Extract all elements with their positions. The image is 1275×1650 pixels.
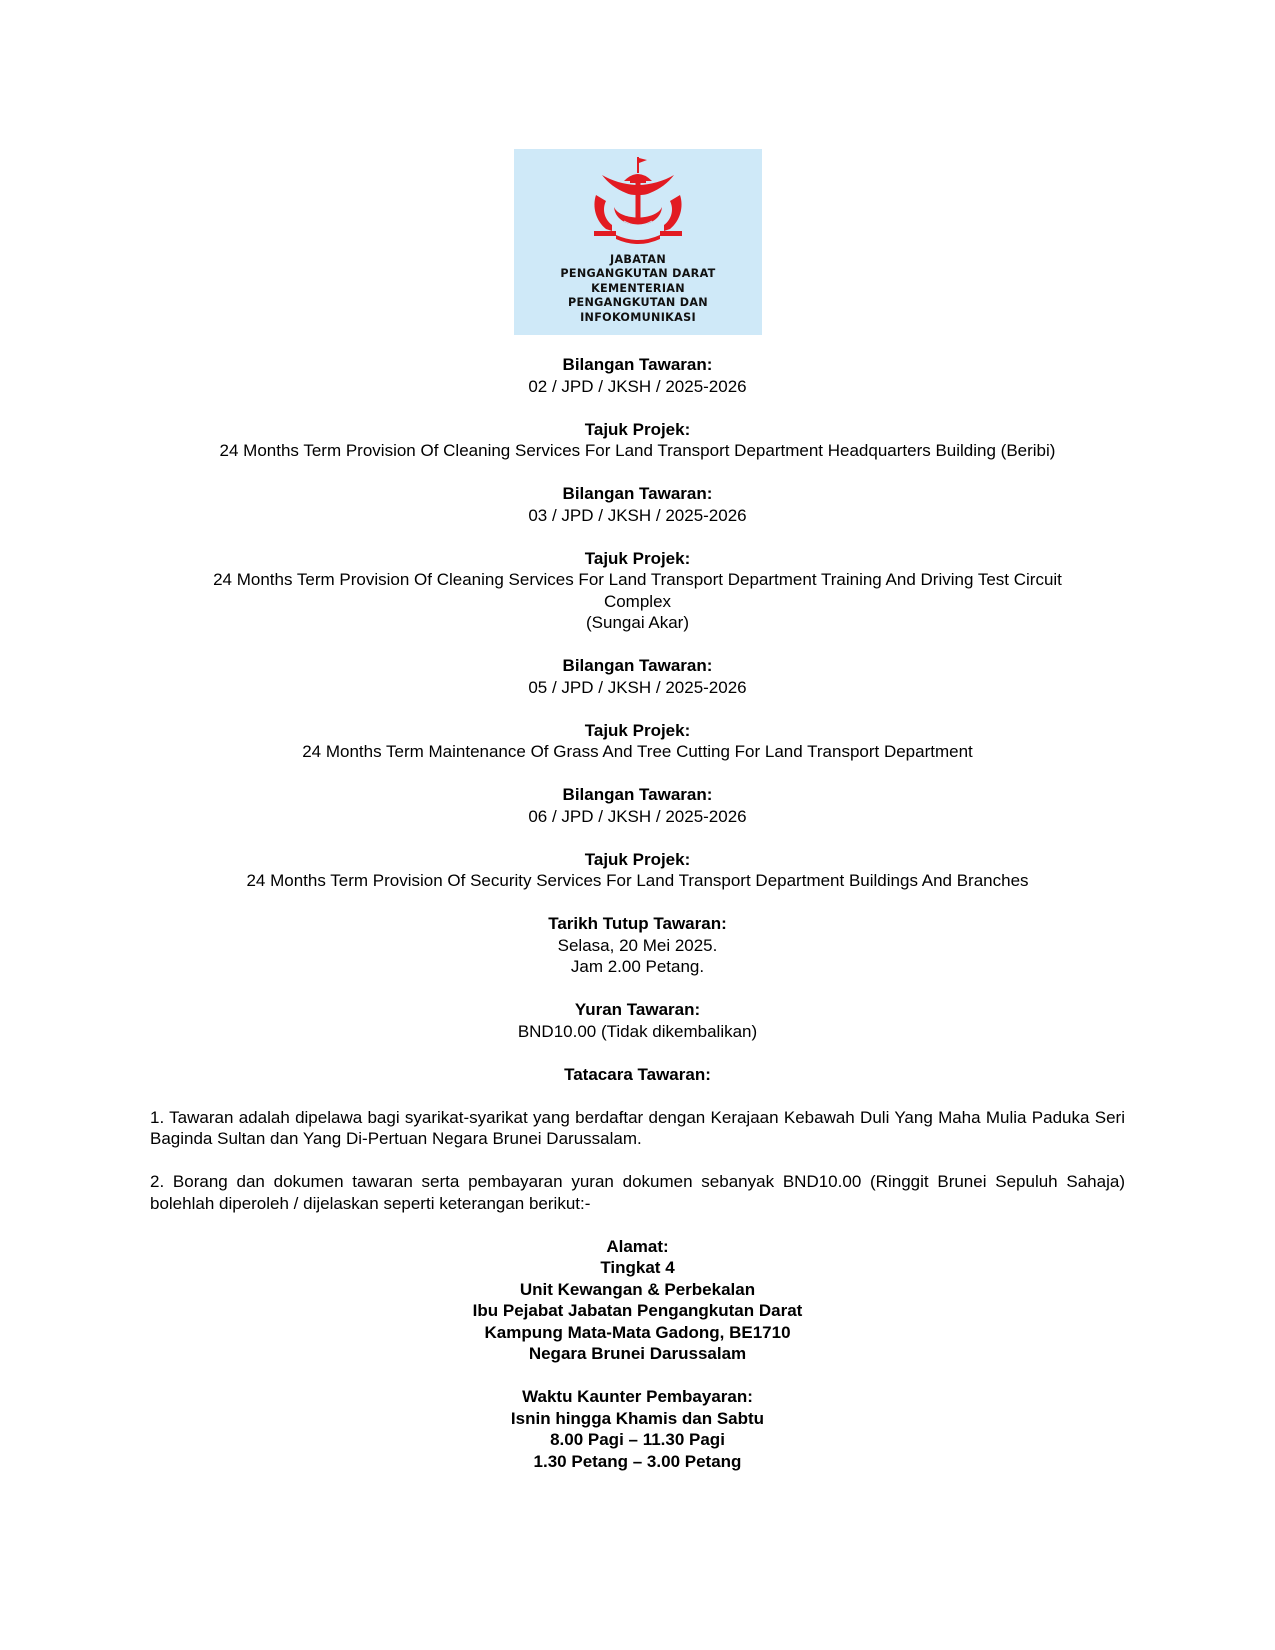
- tender-number: 06 / JPD / JKSH / 2025-2026: [528, 806, 747, 826]
- address-line: Ibu Pejabat Jabatan Pengangkutan Darat: [472, 1301, 803, 1320]
- logo-line: KEMENTERIAN: [591, 281, 685, 295]
- project-title: 24 Months Term Provision Of Cleaning Services For Land Transport Department Training And Driving Test Circuit: [213, 570, 1062, 589]
- tender-number-label: Bilangan Tawaran:: [562, 484, 713, 503]
- procedure-paragraph-1: 1. Tawaran adalah dipelawa bagi syarikat-syarikat yang berdaftar dengan Kerajaan Kebawah Duli Yang Maha Mulia Paduka Seri Baginda Sultan dan Yang Di-Pertuan Negara Brunei Darussalam.: [150, 1107, 1125, 1148]
- notice-content: [150, 354, 1125, 1472]
- project-title: 24 Months Term Provision Of Cleaning Services For Land Transport Department Headquarters Building (Beribi): [219, 441, 1056, 460]
- closing-time: Jam 2.00 Petang.: [570, 957, 705, 976]
- fee-label: Yuran Tawaran:: [574, 1000, 701, 1019]
- project-title-label: Tajuk Projek:: [584, 849, 691, 869]
- counter-hours-line: 1.30 Petang – 3.00 Petang: [533, 1451, 742, 1471]
- department-logo: [514, 149, 762, 335]
- logo-line: INFOKOMUNIKASI: [580, 310, 696, 324]
- counter-hours-line: 8.00 Pagi – 11.30 Pagi: [550, 1430, 725, 1449]
- closing-date-label: Tarikh Tutup Tawaran:: [548, 914, 727, 933]
- tender-number-label: Bilangan Tawaran:: [562, 355, 713, 374]
- tender-number-label: Bilangan Tawaran:: [562, 785, 713, 804]
- project-title-label: Tajuk Projek:: [584, 419, 691, 439]
- closing-date: Selasa, 20 Mei 2025.: [557, 935, 718, 955]
- counter-hours-line: Isnin hingga Khamis dan Sabtu: [510, 1408, 765, 1428]
- fee-value: BND10.00 (Tidak dikembalikan): [517, 1021, 758, 1041]
- address-line: Unit Kewangan & Perbekalan: [519, 1279, 756, 1299]
- project-title: 24 Months Term Provision Of Security Services For Land Transport Department Buildings And Branches: [246, 871, 1029, 890]
- address-label: Alamat:: [606, 1236, 669, 1256]
- tender-number: 03 / JPD / JKSH / 2025-2026: [528, 505, 747, 525]
- project-title-label: Tajuk Projek:: [584, 720, 691, 740]
- logo-line: PENGANGKUTAN DARAT: [560, 267, 716, 281]
- project-title: (Sungai Akar): [586, 613, 689, 632]
- address-line: Negara Brunei Darussalam: [528, 1344, 747, 1363]
- tender-number: 05 / JPD / JKSH / 2025-2026: [528, 677, 747, 697]
- logo-line: JABATAN: [609, 253, 667, 266]
- counter-hours-label: Waktu Kaunter Pembayaran:: [522, 1387, 753, 1406]
- logo-line: PENGANGKUTAN DAN: [568, 296, 708, 310]
- project-title: 24 Months Term Maintenance Of Grass And Tree Cutting For Land Transport Department: [302, 742, 973, 761]
- logo-caption: [514, 253, 762, 325]
- address-line: Kampung Mata-Mata Gadong, BE1710: [484, 1322, 791, 1342]
- procedure-paragraph-2: 2. Borang dan dokumen tawaran serta pembayaran yuran dokumen sebanyak BND10.00 (Ringgit Brunei Sepuluh Sahaja) bolehlah diperoleh / dijelaskan seperti keterangan berikut:-: [150, 1172, 1125, 1213]
- tender-number-label: Bilangan Tawaran:: [562, 656, 713, 675]
- tender-number: 02 / JPD / JKSH / 2025-2026: [528, 376, 747, 396]
- brunei-emblem-icon: [586, 155, 690, 251]
- address-line: Tingkat 4: [600, 1258, 675, 1277]
- procedure-label: Tatacara Tawaran:: [564, 1064, 711, 1084]
- project-title: Complex: [603, 591, 672, 611]
- project-title-label: Tajuk Projek:: [584, 548, 691, 568]
